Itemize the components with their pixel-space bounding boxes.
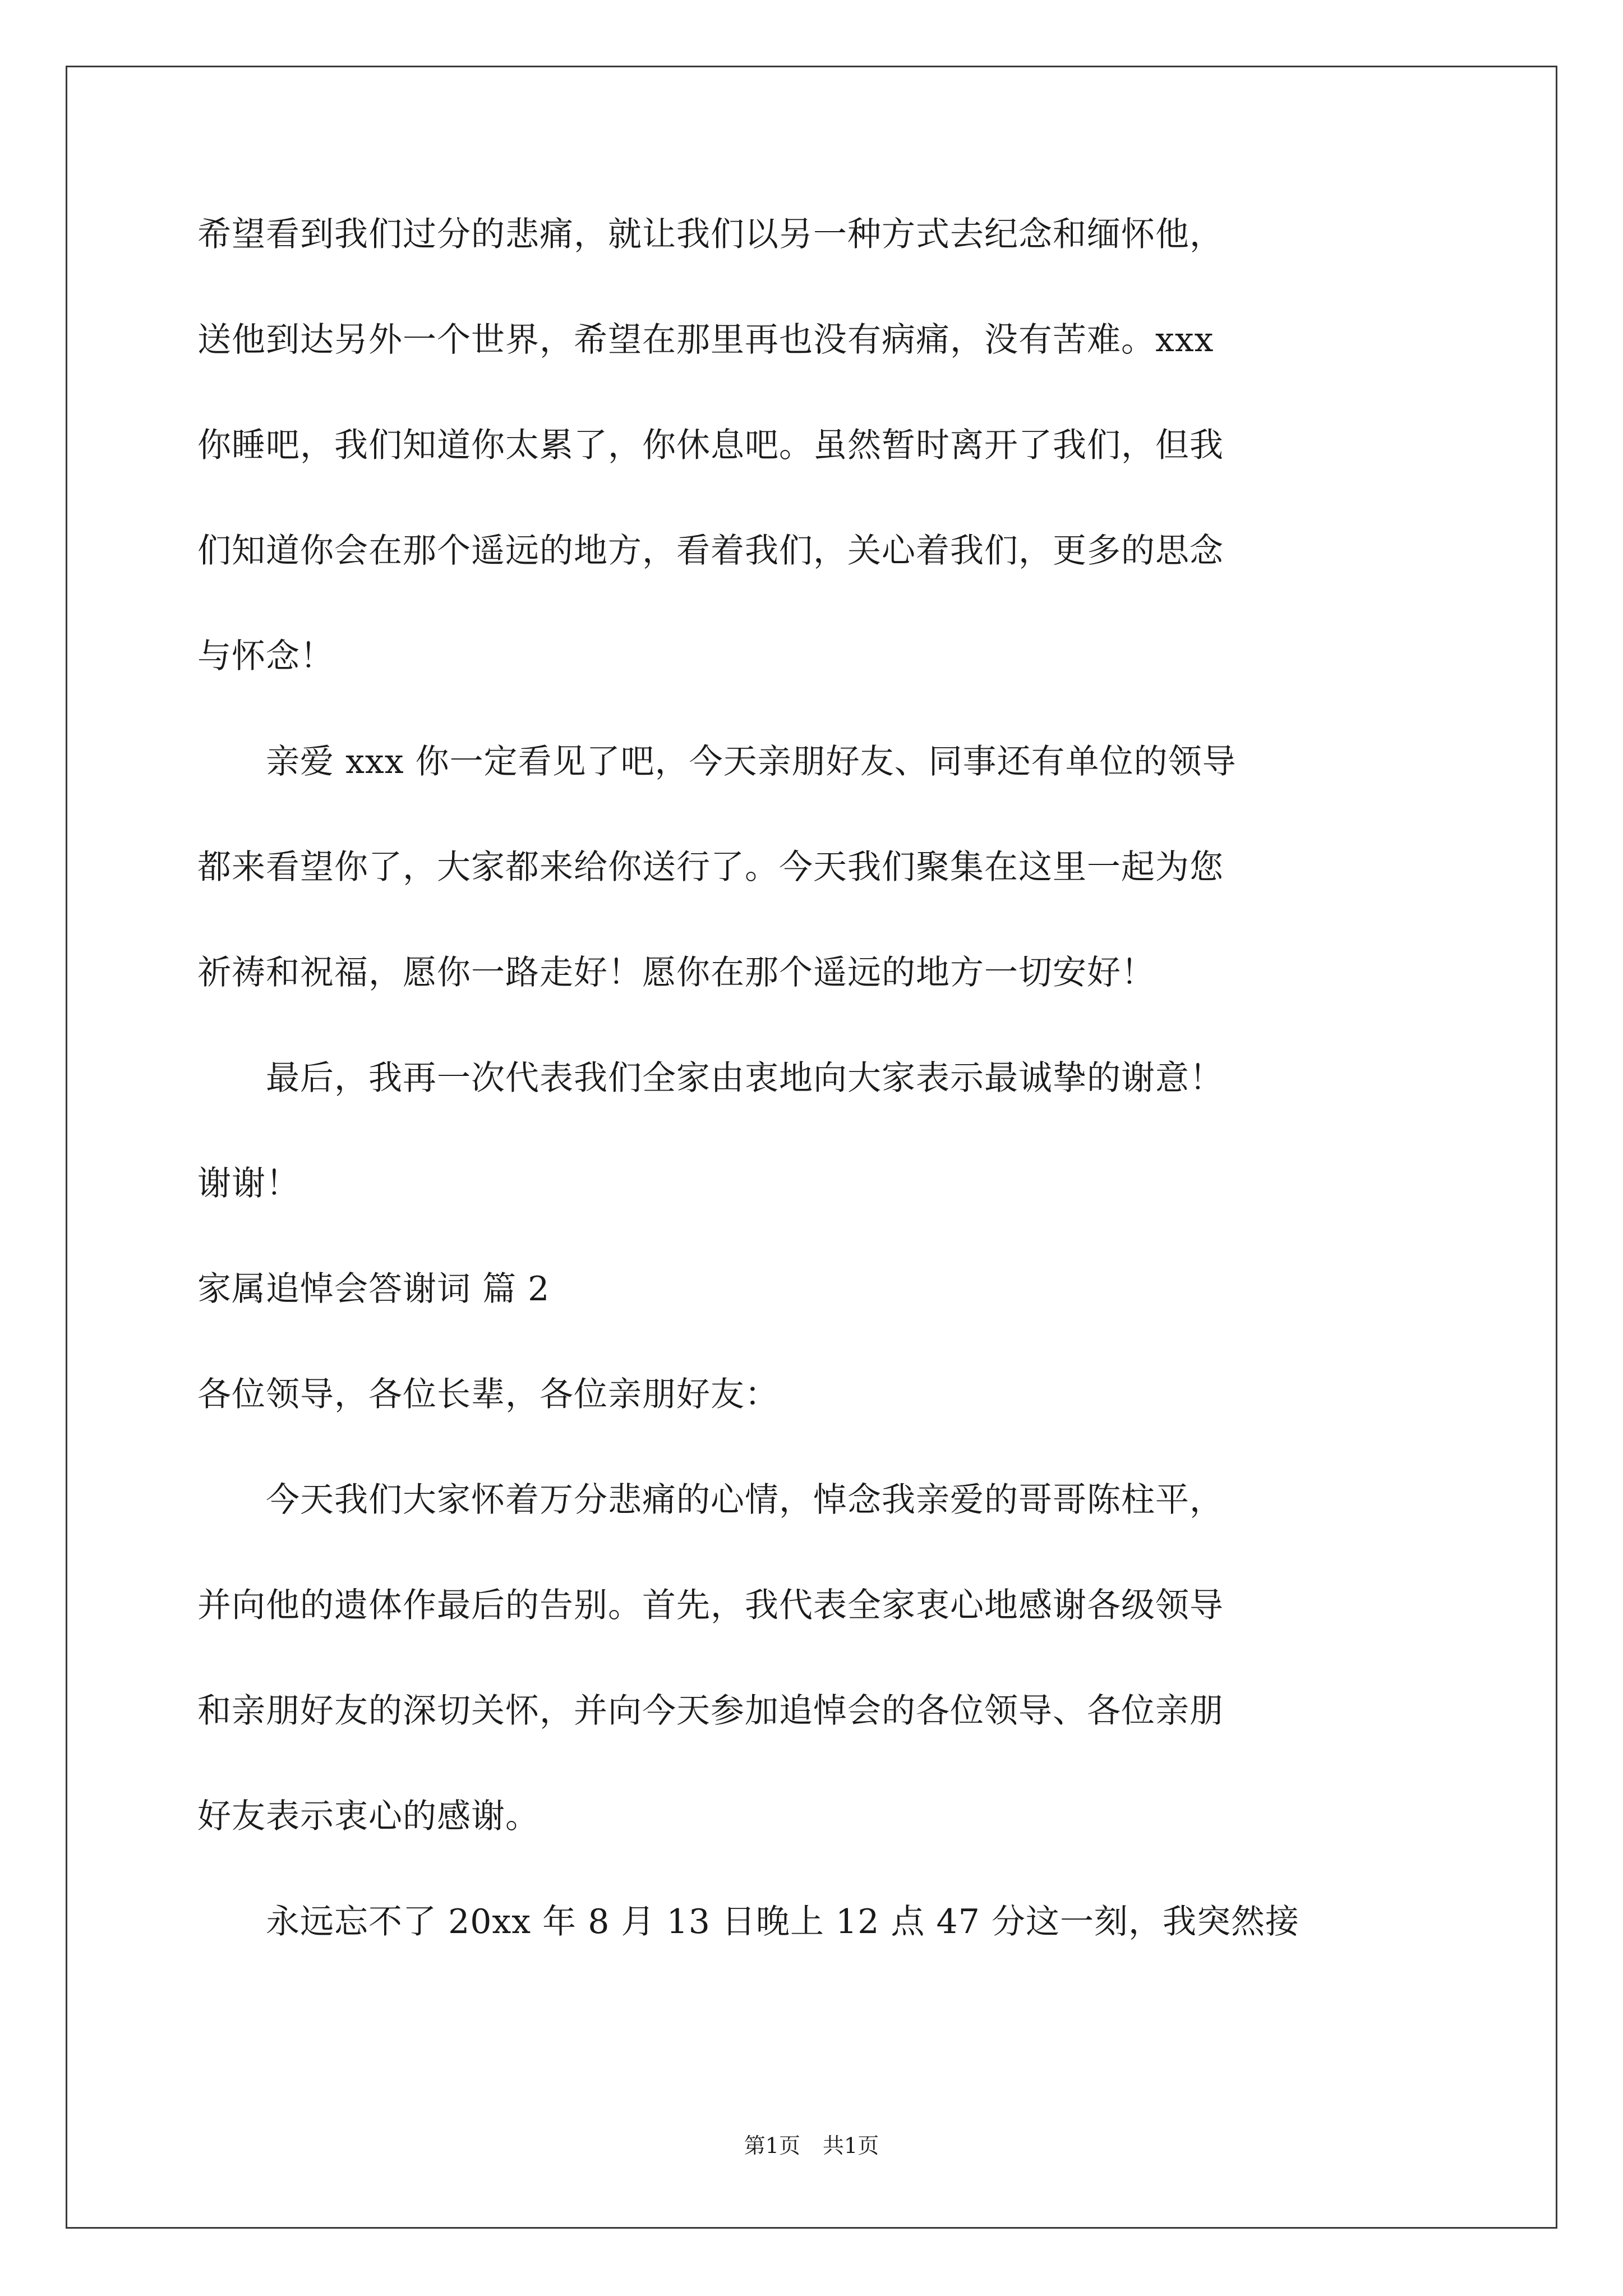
text-line: 送他到达另外一个世界，希望在那里再也没有病痛，没有苦难。xxx (197, 320, 1214, 360)
text-line: 们知道你会在那个遥远的地方，看着我们，关心着我们，更多的思念 (197, 531, 1224, 570)
section-heading: 家属追悼会答谢词 篇 2 (197, 1269, 550, 1309)
text-line: 并向他的遗体作最后的告别。首先，我代表全家衷心地感谢各级领导 (197, 1586, 1224, 1625)
text-line: 永远忘不了 20xx 年 8 月 13 日晚上 12 点 47 分这一刻，我突然接 (197, 1902, 1299, 1941)
text-line: 都来看望你了，大家都来给你送行了。今天我们聚集在这里一起为您 (197, 848, 1224, 887)
text-line: 与怀念！ (197, 637, 334, 676)
text-line: 祈祷和祝福，愿你一路走好！愿你在那个遥远的地方一切安好！ (197, 953, 1155, 992)
text-line: 谢谢！ (197, 1164, 300, 1203)
text-line: 你睡吧，我们知道你太累了，你休息吧。虽然暂时离开了我们，但我 (197, 426, 1224, 465)
salutation: 各位领导，各位长辈，各位亲朋好友： (197, 1375, 779, 1414)
page-total: 共1页 (823, 2133, 879, 2158)
text-line: 今天我们大家怀着万分悲痛的心情，悼念我亲爱的哥哥陈柱平， (197, 1480, 1224, 1520)
text-line: 最后，我再一次代表我们全家由衷地向大家表示最诚挚的谢意！ (197, 1059, 1224, 1098)
text-line: 和亲朋好友的深切关怀，并向今天参加追悼会的各位领导、各位亲朋 (197, 1691, 1224, 1731)
text-line: 希望看到我们过分的悲痛，就让我们以另一种方式去纪念和缅怀他， (197, 215, 1224, 254)
text-line: 好友表示衷心的感谢。 (197, 1797, 540, 1836)
page-number: 第1页 (744, 2133, 800, 2158)
text-line: 亲爱 xxx 你一定看见了吧，今天亲朋好友、同事还有单位的领导 (197, 742, 1237, 781)
page-footer (0, 2132, 1623, 2160)
